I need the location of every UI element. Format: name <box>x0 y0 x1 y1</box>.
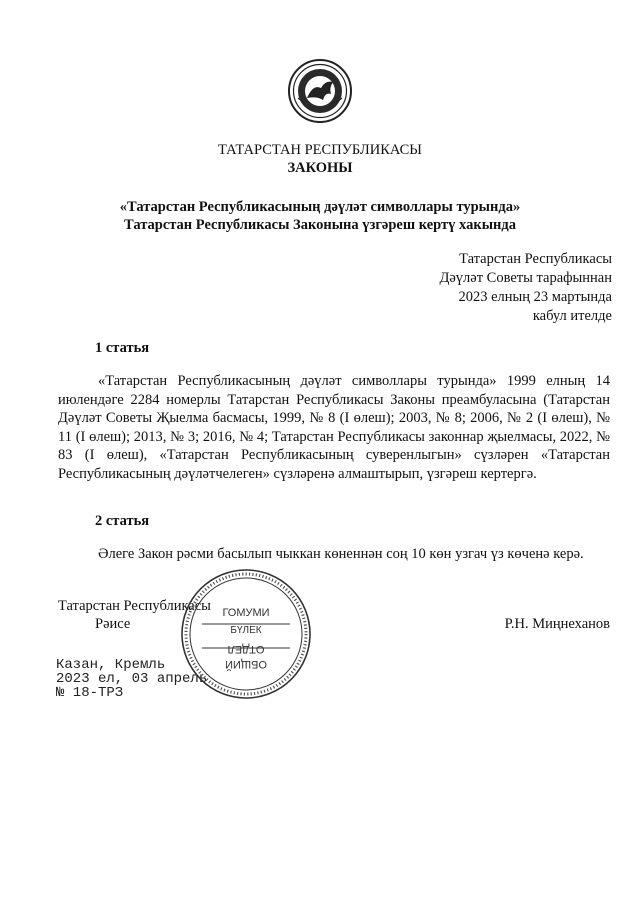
stamp-line-1: ГОМУМИ <box>222 607 270 619</box>
document-type: ЗАКОНЫ <box>287 160 353 176</box>
article-1-text: «Татарстан Республикасының дәүләт символлары турында» 1999 елның 14 июлендәге 2284 номерлы Татарстан Республикасы Законы преамбуласына (Татарстан Дәүләт Советы Җыелма басмасы, 1999, № 8 (I өлеш); 2003, № 8; 2006, № 2 (I өлеш), № 11 (I өлеш); 2013, № 3; 2016, № 4; Татарстан Республикасы законнар җыелмасы, 2022, № 83 (I өлеш), «Татарстан Республикасының суверенлыгын» сүзләрен «Татарстан Республикасының дәүләтчелеген» сүзләренә алмаштырып, үзгәреш кертергә. <box>58 373 610 482</box>
law-number: № 18-ТРЗ <box>56 685 124 701</box>
official-stamp <box>178 566 314 702</box>
stamp-line-2: БҮЛЕК <box>230 625 262 636</box>
place: Казан, Кремль <box>56 657 166 673</box>
adoption-line-1: Татарстан Республикасы <box>459 251 612 267</box>
tatarstan-emblem-icon <box>287 58 353 124</box>
adoption-block <box>439 250 612 326</box>
signatory-position-line-1: Татарстан Республикасы <box>58 598 211 614</box>
republic-heading: ТАТАРСТАН РЕСПУБЛИКАСЫ <box>218 142 422 158</box>
title-line-1: «Татарстан Республикасының дәүләт символлары турында» <box>119 199 521 215</box>
signatory-name: Р.Н. Миңнеханов <box>504 616 610 632</box>
adoption-line-3: 2023 елның 23 мартында <box>458 289 612 305</box>
stamp-line-3: ОТДЕЛ <box>227 643 265 655</box>
signatory-position-line-2: Рәисе <box>95 616 131 632</box>
title-line-2: Татарстан Республикасы Законына үзгәреш кертү хакында <box>124 217 516 233</box>
adoption-line-2: Дәүләт Советы тарафыннан <box>439 270 612 286</box>
adoption-line-4: кабул ителде <box>532 308 612 324</box>
article-2-heading: 2 статья <box>95 513 150 529</box>
article-2-text: Әлеге Закон рәсми басылып чыккан көненнән соң 10 көн узгач үз көченә керә. <box>98 546 584 562</box>
date: 2023 ел, 03 апрель <box>56 671 208 687</box>
article-1-heading: 1 статья <box>95 340 150 356</box>
stamp-line-4: ОБЩИЙ <box>225 658 267 670</box>
